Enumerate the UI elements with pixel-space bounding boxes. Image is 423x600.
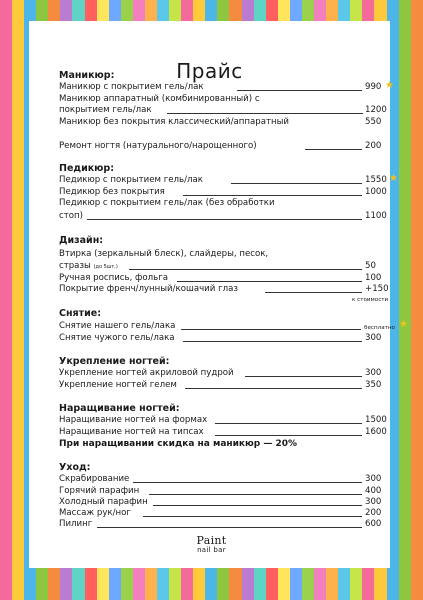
price-list-card: Прайс Маникюр: Маникюр с покрытием гель/лак 990 ★ Маникюр аппаратный (комбинированный) с покрытием гель/лак 1200 Маникюр без покрытия классический/аппаратный 550 Ремонт ногтя (натурального/нарощенного) 200 Педикюр: Педикюр с покрытием гель/лак 1550 ★ Педикюр без покрытия 1000 Педикюр с покрытием гель/лак (без обработки стоп) 1100 Дизайн: Втирка (зеркальный блеск), слайдеры, песок, стразы (до 5шт.) 50 Ручная роспись, фольга 100 Покрытие френч/лунный/кошачий глаз +150 к стоимости Снятие: Снятие нашего гель/лака бесплатно ★ Снятие чужого гель/лака 300 Укрепление ногтей: Укрепление ногтей акриловой пудрой 300 Укрепление ногтей гелем 350 Наращивание ногтей: Наращивание ногтей на формах 1500 Наращивание ногтей на типсах 1600 При наращивании скидка на маникюр — 20% Уход: Скрабирование 300 Горячий парафин 400 Холодный парафин 300 Массаж рук/ног 200 Пилинг 600 bbox=[29, 21, 390, 568]
star-icon: ★ bbox=[389, 173, 398, 184]
section-title-design: Дизайн: bbox=[59, 235, 104, 246]
logo-sub-text: nail bar bbox=[197, 546, 226, 554]
section-title-manicure: Маникюр: bbox=[59, 70, 115, 81]
section-title-removal: Снятие: bbox=[59, 308, 102, 319]
page-title: Прайс bbox=[176, 59, 243, 83]
logo-main-text: Paint bbox=[196, 534, 227, 547]
section-title-strengthening: Укрепление ногтей: bbox=[59, 356, 170, 367]
promo-text: При наращивании скидка на маникюр — 20% bbox=[59, 439, 298, 449]
section-title-care: Уход: bbox=[59, 462, 91, 473]
stripe-34 bbox=[411, 0, 423, 600]
section-title-pedicure: Педикюр: bbox=[59, 163, 115, 174]
stripe-33 bbox=[399, 0, 411, 600]
stripe-1 bbox=[12, 0, 24, 600]
logo bbox=[0, 535, 423, 554]
star-icon: ★ bbox=[399, 319, 408, 330]
section-title-extension: Наращивание ногтей: bbox=[59, 403, 180, 414]
star-icon: ★ bbox=[385, 80, 394, 91]
stripe-0 bbox=[0, 0, 12, 600]
